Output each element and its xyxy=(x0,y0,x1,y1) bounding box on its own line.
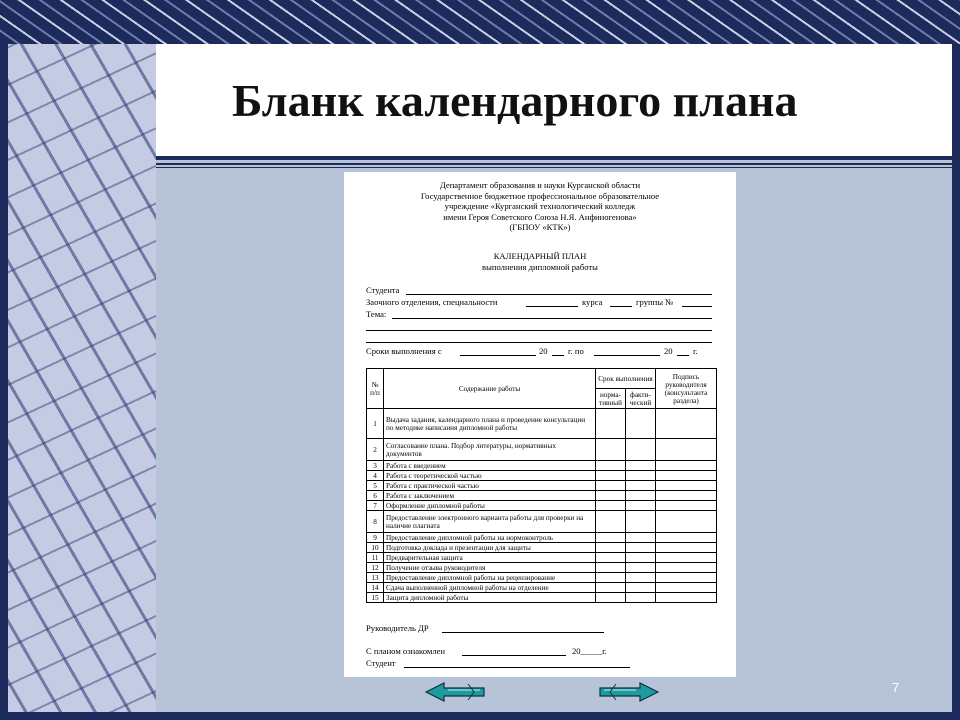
table-row xyxy=(367,501,717,511)
row-number: 3 xyxy=(367,461,384,471)
col-header-term: Срок выполнения xyxy=(596,369,656,389)
table-row xyxy=(367,439,717,461)
row-content: Подготовка доклада и презентации для защиты xyxy=(384,543,596,553)
table-row xyxy=(367,563,717,573)
row-number: 1 xyxy=(367,409,384,439)
acquainted-date-line xyxy=(462,655,566,656)
row-number: 6 xyxy=(367,491,384,501)
table-row xyxy=(367,583,717,593)
table-row xyxy=(367,573,717,583)
topic-label: Тема: xyxy=(366,309,387,319)
table-row xyxy=(367,409,717,439)
start-date-line xyxy=(460,355,536,356)
group-label: группы № xyxy=(636,297,674,307)
year-prefix: 20 xyxy=(664,346,673,356)
student-label: Студента xyxy=(366,285,400,295)
row-content: Сдача выполненной дипломной работы на отделение xyxy=(384,583,596,593)
group-field-line xyxy=(682,306,712,307)
row-content: Предоставление дипломной работы на нормоконтроль xyxy=(384,533,596,543)
row-number: 8 xyxy=(367,511,384,533)
year-suffix: г. xyxy=(693,346,698,356)
student-field-line xyxy=(406,294,712,295)
header-line: учреждение «Курганский технологический колледж xyxy=(444,201,636,211)
row-content: Работа с введением xyxy=(384,461,596,471)
arrow-right-icon[interactable] xyxy=(596,680,660,704)
topic-field-line xyxy=(392,318,712,319)
row-number: 5 xyxy=(367,481,384,491)
row-number: 12 xyxy=(367,563,384,573)
student-sign-label: Студент xyxy=(366,658,396,668)
supervisor-signature-line xyxy=(442,632,604,633)
supervisor-label: Руководитель ДР xyxy=(366,623,429,633)
row-content: Получение отзыва руководителя xyxy=(384,563,596,573)
row-content: Выдача задания, календарного плана и проведение консультации по методике написания дипломной работы xyxy=(384,409,596,439)
row-number: 15 xyxy=(367,593,384,603)
row-number: 10 xyxy=(367,543,384,553)
department-label: Заочного отделения, специальности xyxy=(366,297,498,307)
header-line: (ГБПОУ «КТК») xyxy=(509,222,571,232)
start-year-line xyxy=(552,355,564,356)
table-row xyxy=(367,491,717,501)
table-row xyxy=(367,533,717,543)
plan-subtitle: выполнения дипломной работы xyxy=(482,261,598,272)
header-line: Государственное бюджетное профессиональное образовательное xyxy=(420,190,660,201)
slide-title: Бланк календарного плана xyxy=(232,75,798,126)
header-line: имени Героя Советского Союза Н.Я. Анфиногенова» xyxy=(443,211,637,222)
student-signature-line xyxy=(404,667,630,668)
calendar-plan-table xyxy=(366,368,717,603)
specialty-field-line xyxy=(526,306,578,307)
arrow-left-icon[interactable] xyxy=(424,680,488,704)
document-form-image xyxy=(344,172,736,677)
row-content: Защита дипломной работы xyxy=(384,593,596,603)
row-content: Оформление дипломной работы xyxy=(384,501,596,511)
title-divider xyxy=(156,163,952,165)
row-content: Предварительная защита xyxy=(384,553,596,563)
row-content: Работа с практической частью xyxy=(384,481,596,491)
deadlines-label: Сроки выполнения с xyxy=(366,346,442,356)
row-number: 11 xyxy=(367,553,384,563)
row-content: Согласование плана. Подбор литературы, нормативных документов xyxy=(384,439,596,461)
col-header-number: № п/п xyxy=(367,369,384,409)
row-number: 9 xyxy=(367,533,384,543)
title-divider xyxy=(156,167,952,168)
table-row xyxy=(367,511,717,533)
row-content: Предоставление электронного варианта работы для проверки на наличие плагиата xyxy=(384,511,596,533)
col-header-normative: норма- тивный xyxy=(596,389,626,409)
row-number: 14 xyxy=(367,583,384,593)
decorative-pen-pattern-panel xyxy=(8,44,156,712)
table-row xyxy=(367,593,717,603)
col-header-signature: Подпись руководителя (консультанта раздела) xyxy=(656,369,717,409)
col-header-actual: факти- ческий xyxy=(626,389,656,409)
decorative-top-band xyxy=(0,0,960,44)
title-divider xyxy=(156,156,952,160)
table-row xyxy=(367,543,717,553)
course-label: курса xyxy=(582,297,603,307)
row-number: 2 xyxy=(367,439,384,461)
plan-title: КАЛЕНДАРНЫЙ ПЛАН xyxy=(493,251,587,261)
row-number: 4 xyxy=(367,471,384,481)
row-content: Работа с заключением xyxy=(384,491,596,501)
end-date-line xyxy=(594,355,660,356)
document-header xyxy=(344,180,736,233)
table-row xyxy=(367,481,717,491)
row-number: 7 xyxy=(367,501,384,511)
col-header-content: Содержание работы xyxy=(384,369,596,409)
topic-field-line xyxy=(366,330,712,331)
topic-field-line xyxy=(366,342,712,343)
slide-number: 7 xyxy=(892,680,900,695)
plan-heading xyxy=(344,251,736,272)
row-content: Предоставление дипломной работы на рецензирование xyxy=(384,573,596,583)
header-line: Департамент образования и науки Курганской области xyxy=(439,180,641,190)
year-prefix: 20 xyxy=(539,346,548,356)
course-field-line xyxy=(610,306,632,307)
row-content: Работа с теоретической частью xyxy=(384,471,596,481)
table-row xyxy=(367,461,717,471)
end-year-line xyxy=(677,355,689,356)
table-row xyxy=(367,471,717,481)
acquainted-year: 20_____г. xyxy=(572,646,607,656)
acquainted-label: С планом ознакомлен xyxy=(366,646,446,656)
to-label: г. по xyxy=(568,346,584,356)
table-row xyxy=(367,553,717,563)
row-number: 13 xyxy=(367,573,384,583)
